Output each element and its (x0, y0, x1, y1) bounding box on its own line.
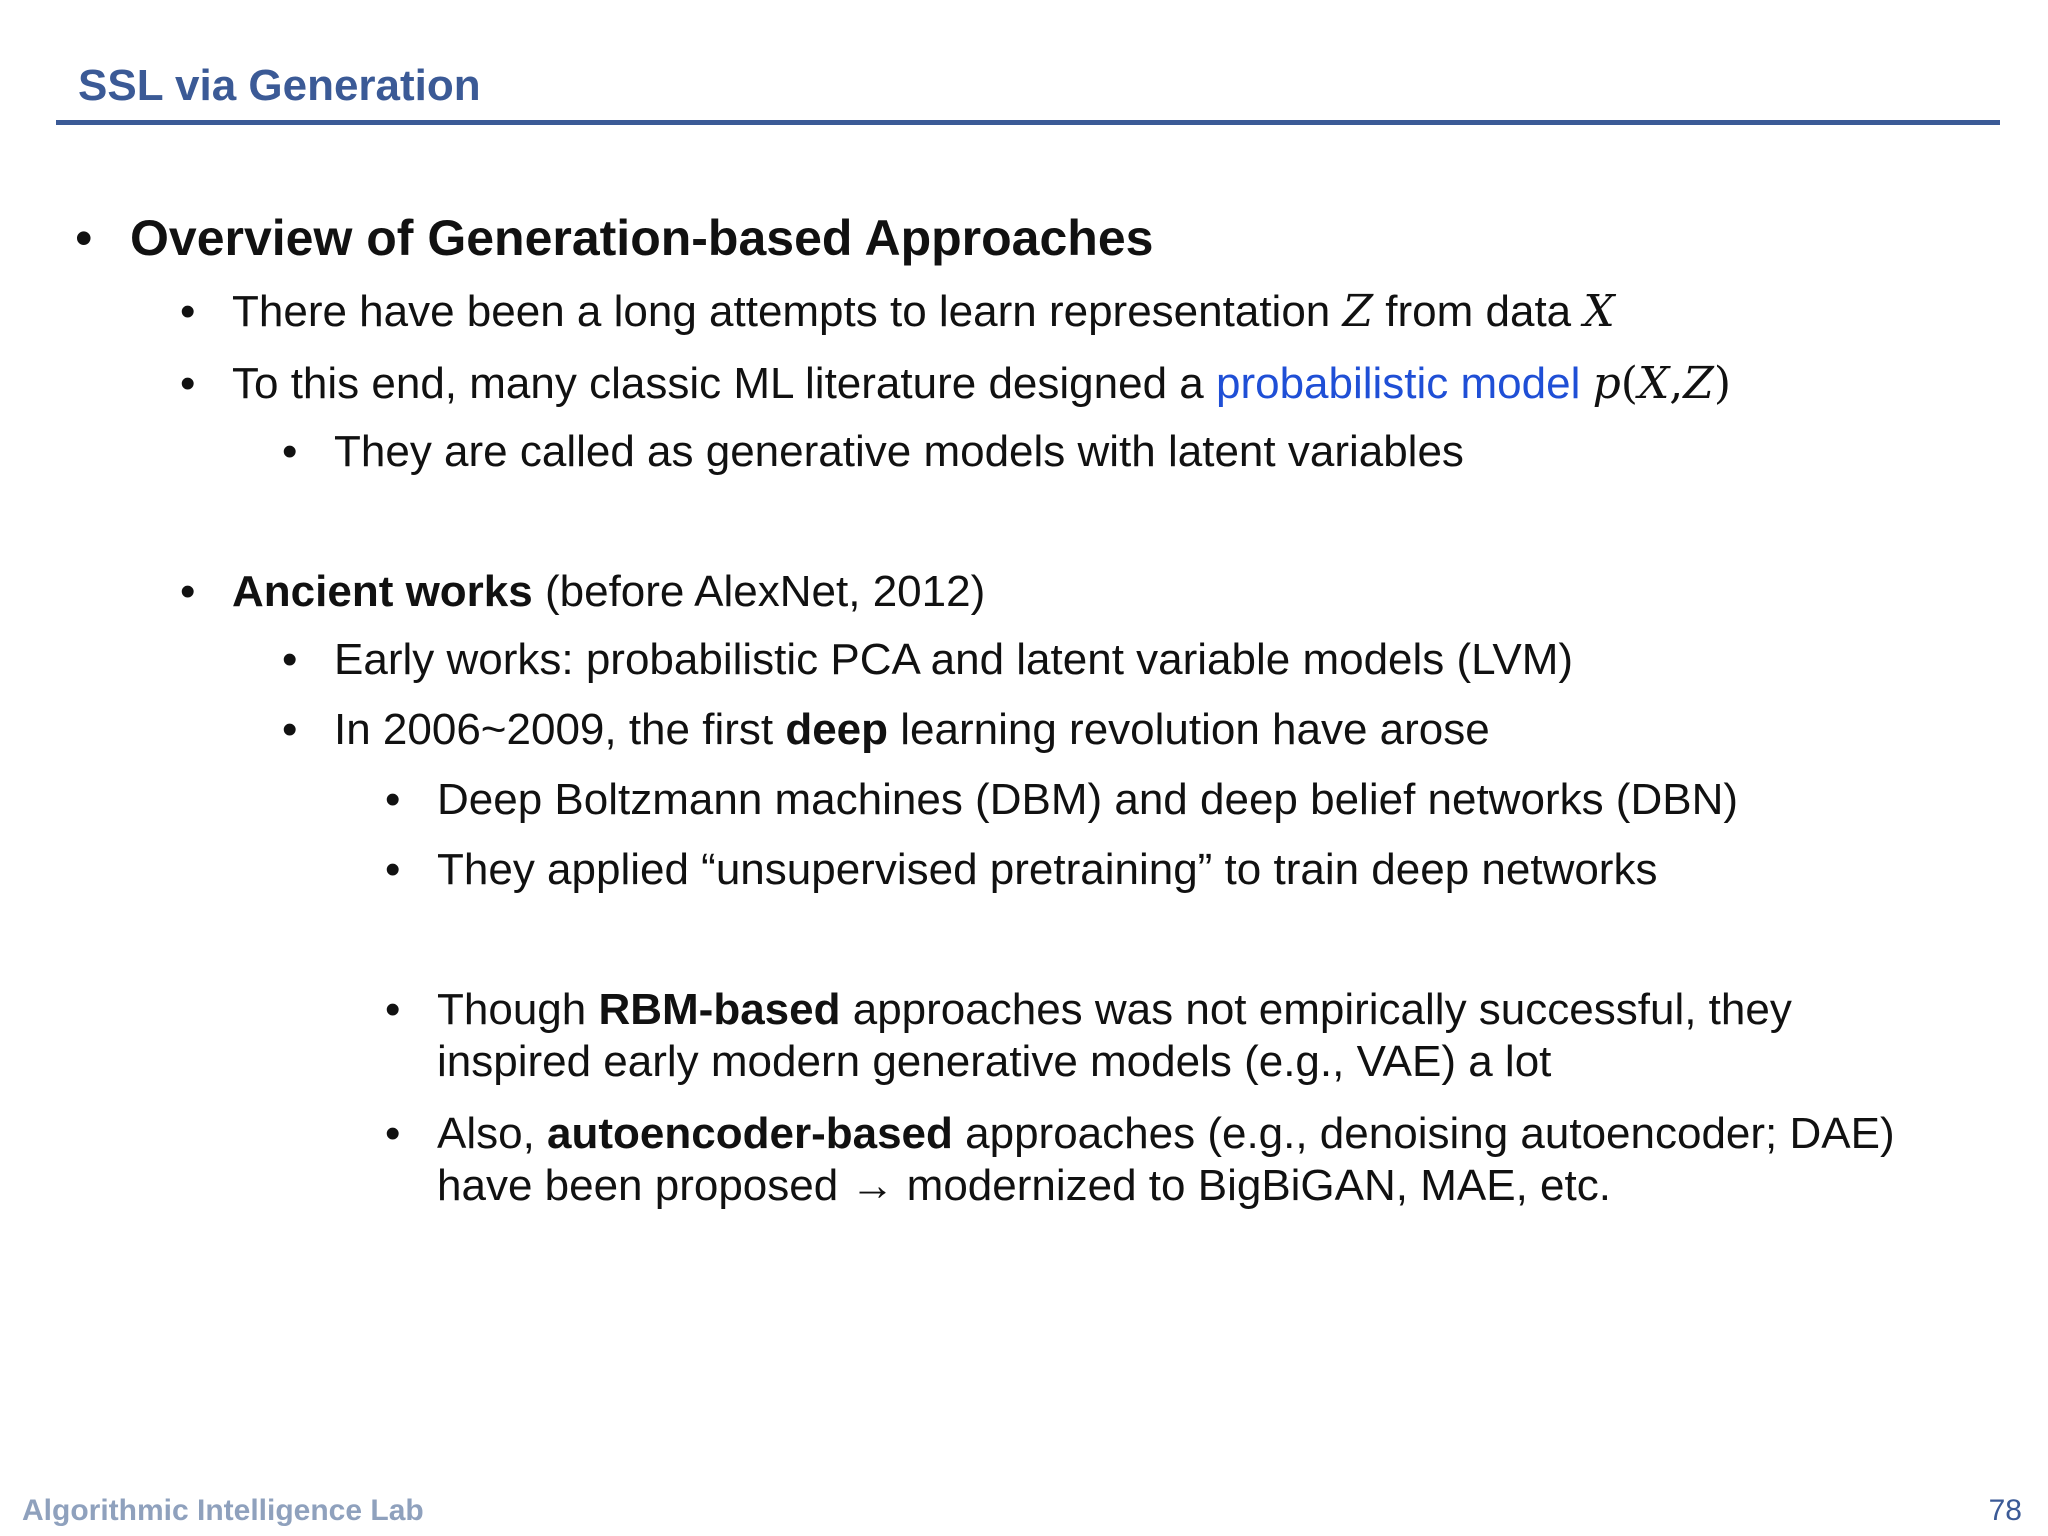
bullet-text: approaches was not empirically successful, they (840, 985, 1792, 1034)
math-lparen: ( (1620, 358, 1638, 409)
math-var-z: Z (1342, 286, 1374, 337)
bullet-text: from data (1373, 287, 1584, 336)
bullet-early-works (282, 634, 1574, 686)
bullet-dot: • (385, 845, 401, 894)
bullet-dot: • (282, 635, 298, 684)
bullet-dot: • (75, 210, 93, 266)
bullet-dot: • (385, 1109, 401, 1158)
slide-title: SSL via Generation (78, 61, 481, 110)
bullet-ancient-works (180, 566, 986, 618)
bullet-rbm-based (385, 984, 1792, 1036)
bullet-text: (before AlexNet, 2012) (532, 567, 986, 616)
bullet-representation (180, 286, 1615, 338)
bullet-text: To this end, many classic ML literature designed a (232, 359, 1216, 408)
bullet-dot: • (385, 775, 401, 824)
bullet-latent-variables (282, 426, 1464, 478)
probabilistic-model-link[interactable]: probabilistic model (1215, 359, 1581, 408)
footer-lab-name: Algorithmic Intelligence Lab (22, 1494, 424, 1527)
bullet-dot: • (282, 427, 298, 476)
page-number: 78 (1988, 1494, 2022, 1527)
bullet-text: learning revolution have arose (888, 705, 1490, 754)
bullet-text: Though (437, 985, 599, 1034)
bullet-text: They are called as generative models with latent variables (334, 427, 1464, 476)
bullet-dot: • (180, 287, 196, 336)
bullet-text: have been proposed → modernized to BigBiGAN, MAE, etc. (437, 1161, 1611, 1210)
bullet-overview (75, 210, 1154, 266)
bullet-text: inspired early modern generative models (e.g., VAE) a lot (437, 1037, 1552, 1086)
bullet-dot: • (180, 567, 196, 616)
bullet-text: approaches (e.g., denoising autoencoder; DAE) (952, 1109, 1895, 1158)
bullet-text: Deep Boltzmann machines (DBM) and deep belief networks (DBN) (437, 775, 1739, 824)
math-z: Z (1683, 358, 1714, 409)
bullet-autoencoder-based (385, 1108, 1895, 1160)
bullet-text: In 2006~2009, the first (334, 705, 786, 754)
bullet-bold-text: autoencoder-based (547, 1109, 953, 1158)
bullet-dot: • (180, 359, 196, 408)
bullet-autoencoder-based-line2 (437, 1160, 1611, 1212)
bullet-bold-text: RBM-based (598, 985, 841, 1034)
bullet-unsupervised-pretraining (385, 844, 1658, 896)
bullet-probabilistic-model (180, 358, 1732, 410)
bullet-dot: • (282, 705, 298, 754)
math-var-x: X (1583, 286, 1615, 337)
math-x: X (1637, 358, 1670, 409)
bullet-text: Also, (437, 1109, 548, 1158)
math-p: p (1592, 358, 1621, 409)
bullet-dbm-dbn (385, 774, 1739, 826)
bullet-deep-revolution (282, 704, 1490, 756)
title-underline (56, 120, 2000, 125)
math-rparen: ) (1713, 358, 1732, 409)
bullet-bold-text: Ancient works (232, 567, 533, 616)
math-comma: , (1669, 358, 1684, 409)
bullet-dot: • (385, 985, 401, 1034)
bullet-text: They applied “unsupervised pretraining” to train deep networks (437, 845, 1658, 894)
bullet-bold-text: deep (785, 705, 889, 754)
bullet-text: There have been a long attempts to learn representation (232, 287, 1343, 336)
bullet-text: Early works: probabilistic PCA and latent variable models (LVM) (334, 635, 1574, 684)
bullet-rbm-based-line2 (437, 1036, 1551, 1088)
bullet-text: Overview of Generation-based Approaches (130, 210, 1154, 266)
